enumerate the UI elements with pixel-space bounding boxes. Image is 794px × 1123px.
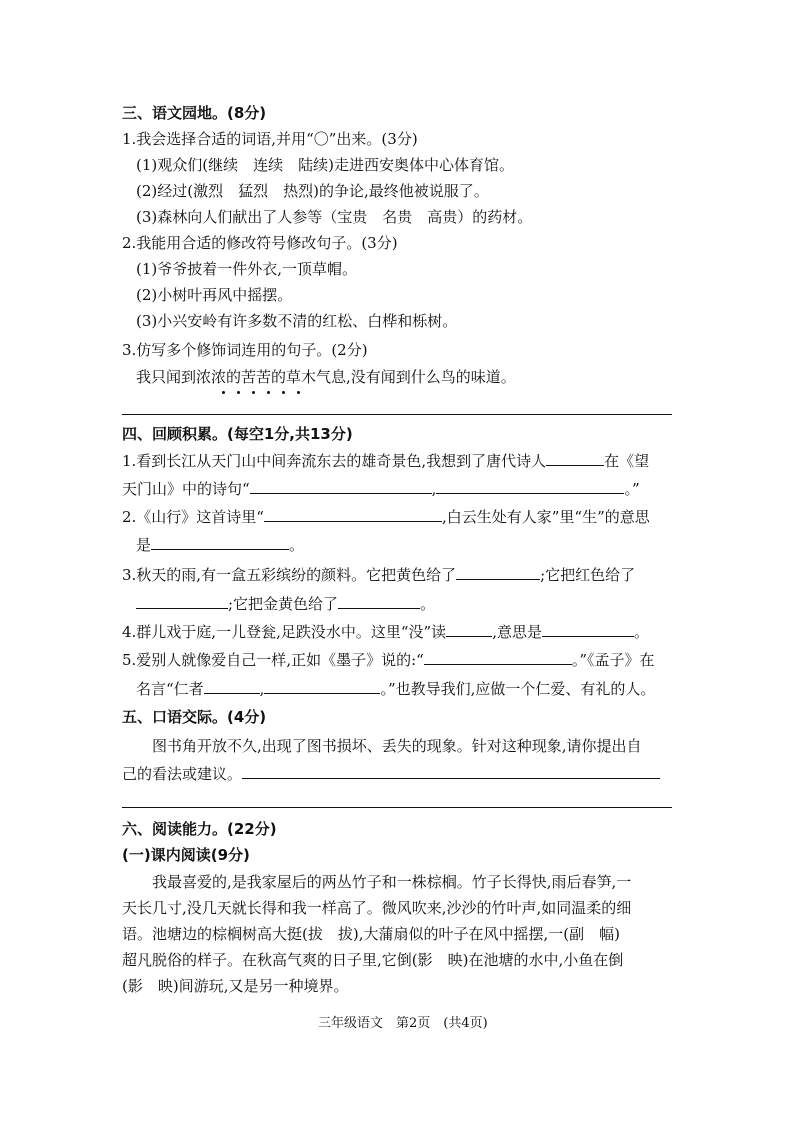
blank-poem-1[interactable] (250, 479, 432, 494)
passage-line-3: 语。池塘边的棕榈树高大挺(拔 拔),大蒲扇似的叶子在风中摇摆,一(副 幅) (122, 925, 620, 943)
section-3-title: 三、语文园地。(8分) (122, 104, 267, 122)
blank-sheng-meaning[interactable] (151, 535, 289, 550)
blank-suggestion[interactable] (242, 764, 660, 779)
blank-gold[interactable] (338, 594, 420, 609)
s4-q4 (122, 622, 649, 642)
s6-subsection-title: (一)课内阅读(9分) (122, 846, 250, 864)
s3-q2-item1: (1)爷爷披着一件外衣,一顶草帽。 (136, 260, 358, 278)
s3-q1-item1: (1)观众们(继续 连续 陆续)走进西安奥体中心体育馆。 (136, 156, 514, 174)
s4-q4-text-c: 。 (633, 623, 649, 641)
answer-line-2[interactable] (122, 807, 672, 808)
s4-q2-text-b: ,白云生处有人家”里“生”的意思 (441, 508, 650, 526)
s4-q2-line2 (136, 535, 304, 555)
answer-line[interactable] (122, 414, 672, 415)
page-footer: 三年级语文 第2页 (共4页) (318, 1016, 488, 1031)
s4-q5-text-c: 名言“仁者 (136, 680, 204, 698)
s4-q5-text-b: 。”《孟子》在 (571, 651, 655, 669)
s4-q1-text-d: , (431, 480, 437, 498)
section-6-title: 六、阅读能力。(22分) (122, 820, 277, 838)
s4-q3-line2 (136, 594, 435, 614)
s4-q3-line1 (122, 565, 635, 585)
passage-line-5: (影 映)间游玩,又是另一种境界。 (122, 977, 349, 995)
s3-q3-example: 我只闻到浓浓的苦苦的草木气息,没有闻到什么鸟的味道。 (136, 368, 516, 386)
s3-q2-item3: (3)小兴安岭有许多数不清的红松、白桦和栎树。 (136, 312, 458, 330)
s4-q1-text-c: 天门山》中的诗句“ (122, 480, 250, 498)
s3-q2-stem: 2.我能用合适的修改符号修改句子。(3分) (122, 234, 398, 252)
passage-line-2: 天长几寸,没几天就长得和我一样高了。微风吹来,沙沙的竹叶声,如同温柔的细 (122, 899, 632, 917)
s4-q1-line1 (122, 451, 649, 471)
s4-q1-text-b: 在《望 (604, 452, 650, 470)
s4-q1-text-e: 。” (624, 480, 640, 498)
blank-red[interactable] (136, 594, 228, 609)
blank-mo-meaning[interactable] (542, 622, 634, 637)
s4-q3-text-c: ;它把金黄色给了 (228, 595, 339, 613)
s5-prompt-2-text: 己的看法或建议。 (122, 765, 243, 783)
blank-shanxing[interactable] (264, 507, 442, 522)
s4-q5-text-e: 。”也教导我们,应做一个仁爱、有礼的人。 (380, 680, 656, 698)
s4-q1-line2 (122, 479, 640, 499)
blank-mozi-quote[interactable] (424, 650, 572, 665)
s4-q5-line1 (122, 650, 654, 670)
blank-poet[interactable] (546, 451, 604, 466)
s4-q4-text-a: 4.群儿戏于庭,一儿登瓮,足跌没水中。这里“没”读 (122, 623, 447, 641)
s4-q3-text-d: 。 (420, 595, 436, 613)
s3-q1-stem: 1.我会选择合适的词语,并用“〇”出来。(3分) (122, 130, 418, 148)
s4-q5-text-d: , (259, 680, 265, 698)
s3-q3-stem: 3.仿写多个修饰词连用的句子。(2分) (122, 341, 368, 359)
s4-q5-line2 (136, 679, 655, 699)
section-4-title: 四、回顾积累。(每空1分,共13分) (122, 425, 353, 443)
s5-prompt-2 (122, 764, 660, 784)
s3-q1-item3: (3)森林向人们献出了人参等（宝贵 名贵 高贵）的药材。 (136, 208, 533, 226)
blank-mengzi-quote[interactable] (264, 679, 380, 694)
s4-q2-text-d: 。 (289, 536, 305, 554)
s5-prompt-1: 图书角开放不久,出现了图书损坏、丢失的现象。针对这种现象,请你提出自 (152, 737, 642, 755)
section-5-title: 五、口语交际。(4分) (122, 708, 267, 726)
s4-q3-text-b: ;它把红色给了 (540, 566, 636, 584)
passage-line-1: 我最喜爱的,是我家屋后的两丛竹子和一株棕榈。竹子长得快,雨后春笋,一 (152, 873, 632, 891)
s4-q3-text-a: 3.秋天的雨,有一盒五彩缤纷的颜料。它把黄色给了 (122, 566, 457, 584)
s4-q2-line1 (122, 507, 650, 527)
s4-q2-text-a: 2.《山行》这首诗里“ (122, 508, 264, 526)
s3-q1-item2: (2)经过(激烈 猛烈 热烈)的争论,最终他被说服了。 (136, 182, 489, 200)
blank-yellow[interactable] (456, 565, 540, 580)
s4-q2-text-c: 是 (136, 536, 152, 554)
blank-poem-2[interactable] (436, 479, 624, 494)
s4-q5-text-a: 5.爱别人就像爱自己一样,正如《墨子》说的:“ (122, 651, 424, 669)
s4-q1-text-a: 1.看到长江从天门山中间奔流东去的雄奇景色,我想到了唐代诗人 (122, 452, 547, 470)
s4-q4-text-b: ,意思是 (492, 623, 542, 641)
blank-renzhe[interactable] (204, 679, 260, 694)
passage-line-4: 超凡脱俗的样子。在秋高气爽的日子里,它倒(影 映)在池塘的水中,小鱼在倒 (122, 951, 624, 969)
s3-q2-item2: (2)小树叶再风中摇摆。 (136, 286, 293, 304)
blank-pronunciation[interactable] (446, 622, 492, 637)
